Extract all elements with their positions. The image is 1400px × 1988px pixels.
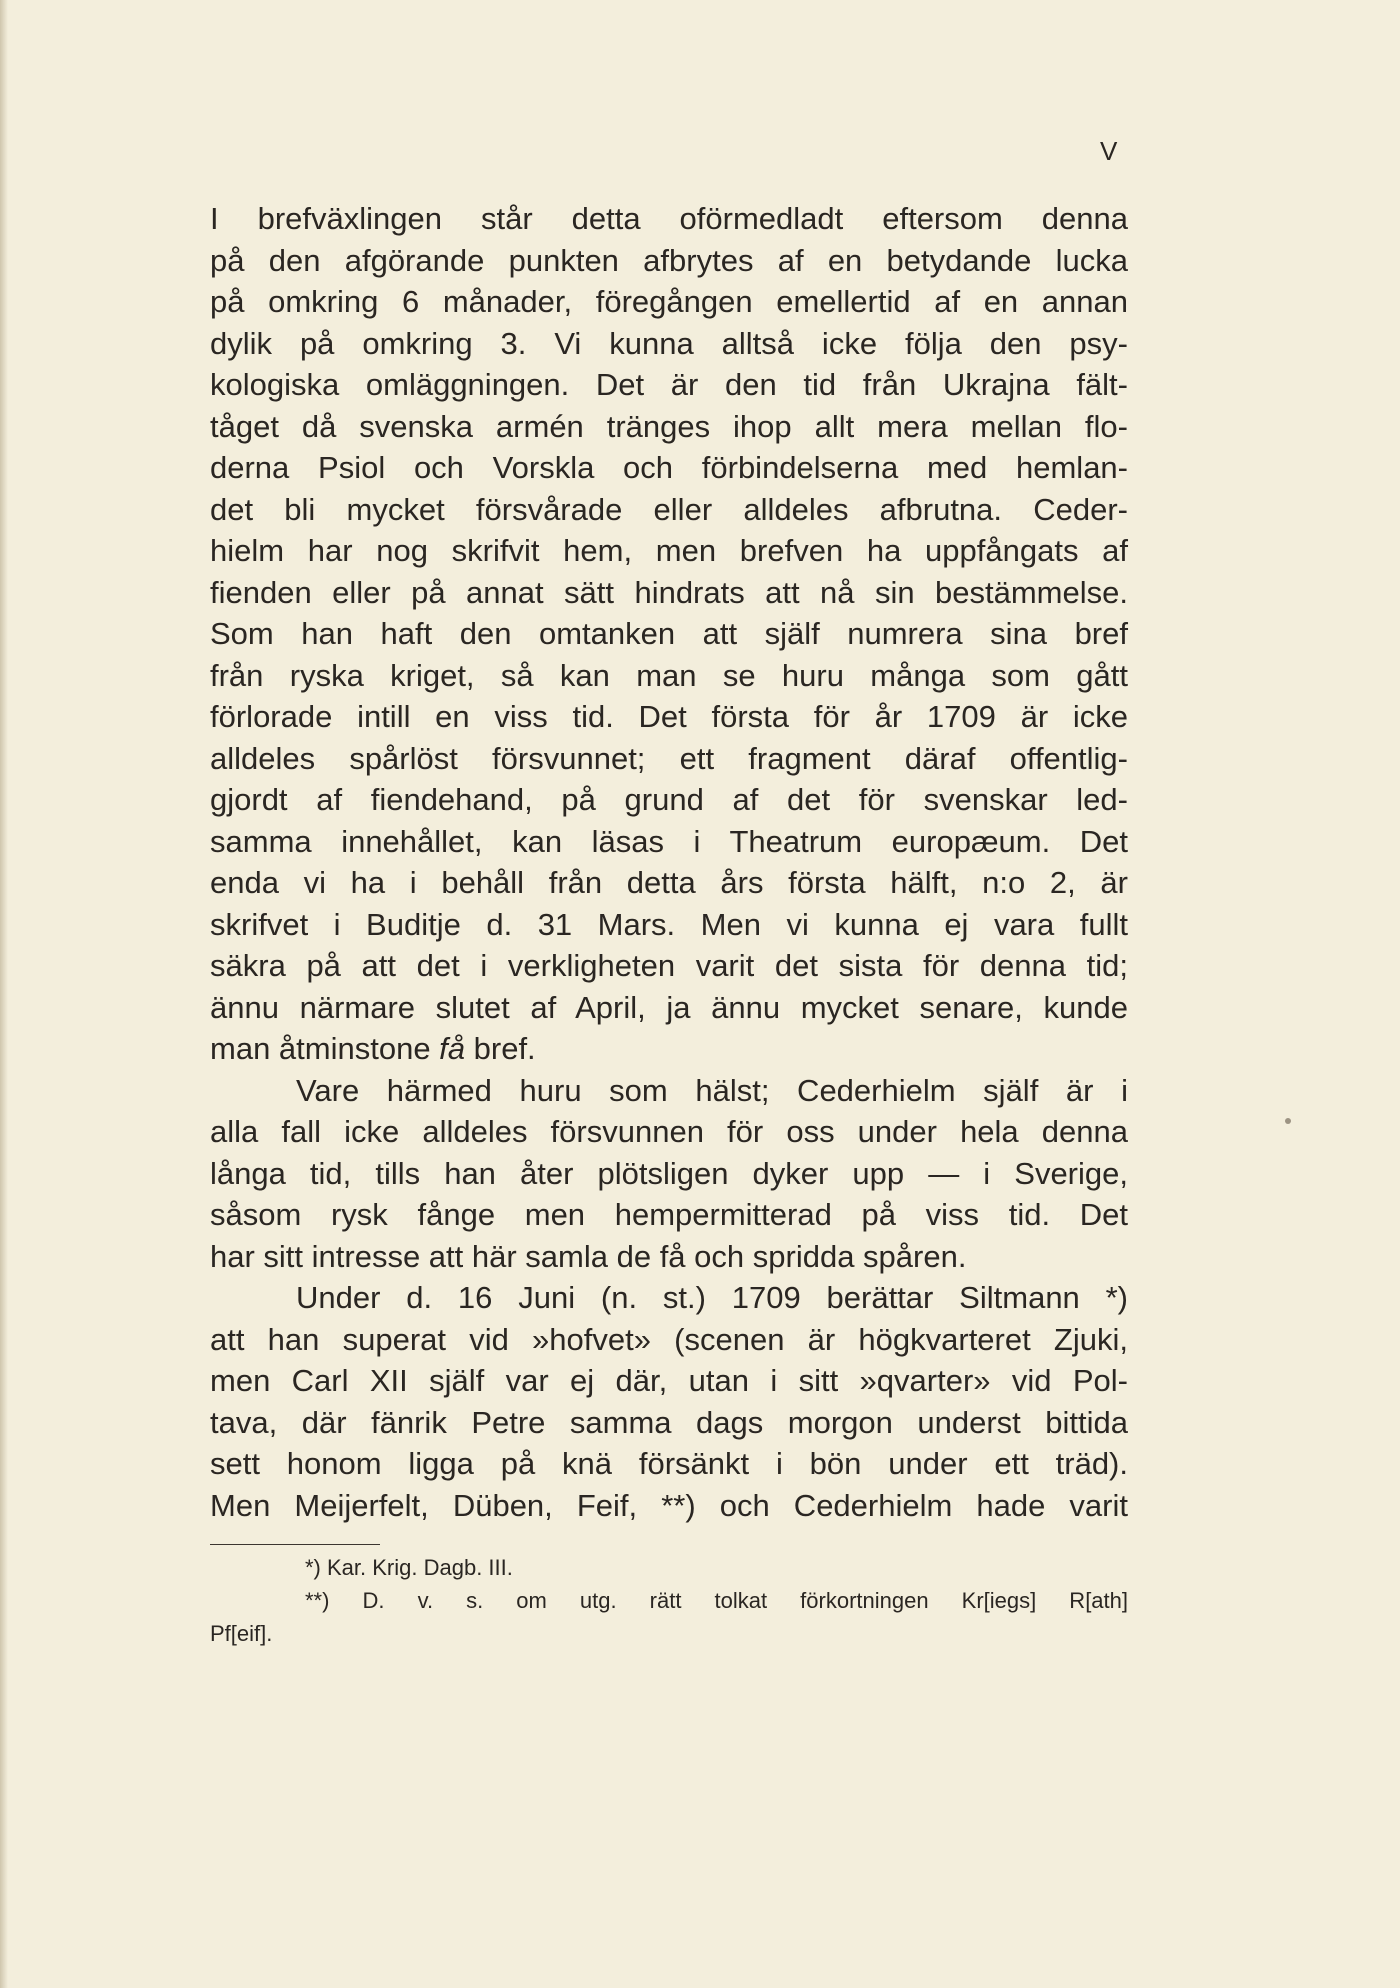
- text-segment: bref.: [465, 1031, 536, 1066]
- text-line: tåget då svenska armén tränges ihop allt mera mellan flo-: [210, 408, 1128, 444]
- text-line: långa tid, tills han åter plötsligen dyker upp — i Sverige,: [210, 1155, 1128, 1191]
- text-line-final: [210, 1028, 1128, 1070]
- body-text: [210, 198, 1128, 1526]
- text-line: ännu närmare slutet af April, ja ännu mycket senare, kunde: [210, 989, 1128, 1025]
- text-line: på den afgörande punkten afbrytes af en betydande lucka: [210, 242, 1128, 278]
- text-segment: man åtminstone: [210, 1031, 440, 1066]
- text-line: sett honom ligga på knä försänkt i bön under ett träd).: [210, 1446, 1128, 1481]
- text-line: tava, där fänrik Petre samma dags morgon underst bittida: [210, 1404, 1128, 1440]
- text-line: på omkring 6 månader, föregången emellertid af en annan: [210, 284, 1128, 319]
- text-line: I brefväxlingen står detta oförmedladt eftersom denna: [210, 201, 1128, 236]
- text-line-indented: Under d. 16 Juni (n. st.) 1709 berättar Siltmann *): [296, 1280, 1128, 1315]
- text-line: från ryska kriget, så kan man se huru många som gått: [210, 657, 1128, 693]
- footnote-rule: [210, 1544, 380, 1545]
- footnote-continuation: Pf[eif].: [210, 1621, 273, 1646]
- text-line: alla fall icke alldeles försvunnen för oss under hela denna: [210, 1114, 1128, 1149]
- text-line: såsom rysk fånge men hempermitterad på viss tid. Det: [210, 1197, 1128, 1232]
- text-line: men Carl XII själf var ej där, utan i sitt »qvarter» vid Pol-: [210, 1363, 1128, 1398]
- text-line: säkra på att det i verkligheten varit det sista för denna tid;: [210, 948, 1128, 983]
- text-line-indented: Vare härmed huru som hälst; Cederhielm själf är i: [296, 1072, 1128, 1108]
- footnote: **) D. v. s. om utg. rätt tolkat förkortningen Kr[iegs] R[ath]: [305, 1588, 1128, 1613]
- text-line: alldeles spårlöst försvunnet; ett fragment däraf offentlig-: [210, 740, 1128, 776]
- text-line: Men Meijerfelt, Düben, Feif, **) och Cederhielm hade varit: [210, 1487, 1128, 1523]
- text-line: hielm har nog skrifvit hem, men brefven ha uppfångats af: [210, 533, 1128, 568]
- footnotes: [210, 1551, 1128, 1650]
- text-line: har sitt intresse att här samla de få och spridda spåren.: [210, 1238, 967, 1274]
- text-line: fienden eller på annat sätt hindrats att nå sin bestämmelse.: [210, 574, 1128, 610]
- text-line: det bli mycket försvårade eller alldeles afbrutna. Ceder-: [210, 491, 1128, 527]
- page-edge-shadow: [0, 0, 8, 1988]
- text-line: kologiska omläggningen. Det är den tid från Ukrajna fält-: [210, 367, 1128, 402]
- text-line: enda vi ha i behåll från detta års första hälft, n:o 2, är: [210, 865, 1128, 900]
- text-line: förlorade intill en viss tid. Det första för år 1709 är icke: [210, 699, 1128, 734]
- footnote: *) Kar. Krig. Dagb. III.: [305, 1555, 513, 1580]
- italic-word: få: [439, 1031, 466, 1066]
- text-line: samma innehållet, kan läsas i Theatrum europæum. Det: [210, 823, 1128, 859]
- text-line: gjordt af fiendehand, på grund af det för svenskar led-: [210, 782, 1128, 817]
- paper-speck: [1285, 1118, 1291, 1124]
- page-number: V: [1100, 136, 1119, 166]
- text-line: Som han haft den omtanken att själf numrera sina bref: [210, 616, 1128, 651]
- text-line: att han superat vid »hofvet» (scenen är högkvarteret Zjuki,: [210, 1321, 1128, 1357]
- text-line: dylik på omkring 3. Vi kunna alltså icke följa den psy-: [210, 325, 1128, 361]
- text-line: skrifvet i Buditje d. 31 Mars. Men vi kunna ej vara fullt: [210, 906, 1128, 942]
- text-line: derna Psiol och Vorskla och förbindelserna med hemlan-: [210, 450, 1128, 485]
